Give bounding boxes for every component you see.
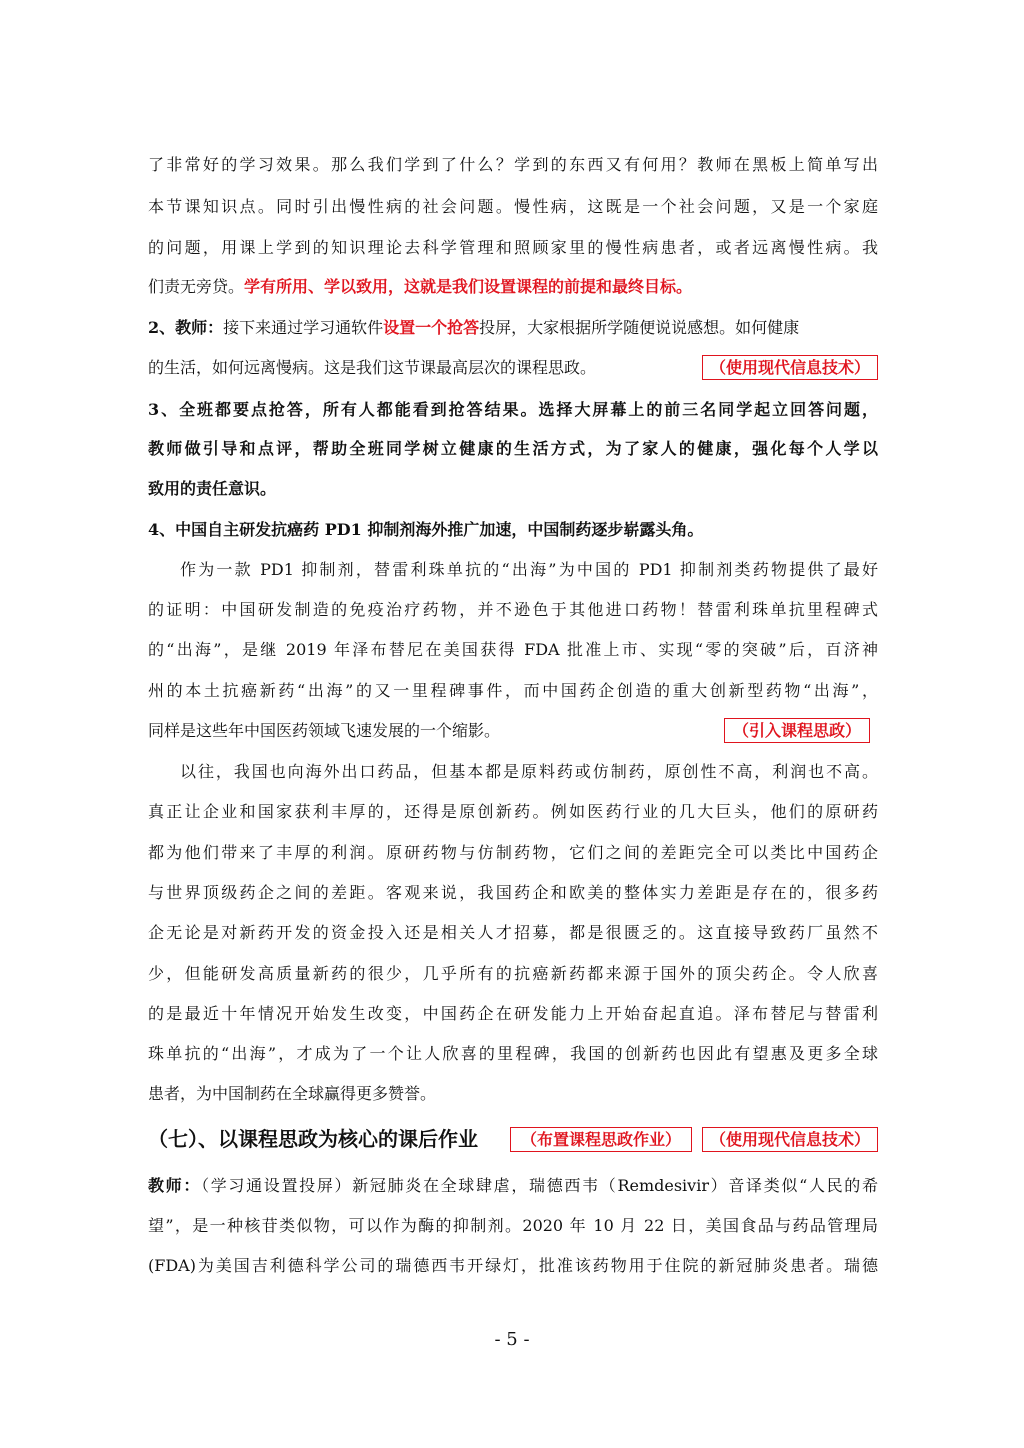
annotation-tag: （引入课程思政） (724, 718, 870, 743)
body-text: （学习通设置投屏）新冠肺炎在全球肆虐，瑞德西韦（Remdesivir）音译类似“人民的希 (201, 1176, 878, 1195)
item-2-label: 2、教师： (148, 318, 224, 337)
section-heading: （七）、以课程思政为核心的课后作业 (148, 1127, 478, 1151)
body-text-line: 作为一款 PD1 抑制剂，替雷利珠单抗的“出海”为中国的 PD1 抑制剂类药物提供了最好 (180, 560, 878, 579)
item-4-title: 4、中国自主研发抗癌药 PD1 抑制剂海外推广加速，中国制药逐步崭露头角。 (148, 520, 704, 539)
highlight-text: 设置一个抢答 (383, 318, 480, 337)
body-text-line: 珠单抗的“出海”，才成为了一个让人欣喜的里程碑，我国的创新药也因此有望惠及更多全球 (148, 1044, 878, 1063)
body-text-line: 都为他们带来了丰厚的利润。原研药物与仿制药物，它们之间的差距完全可以类比中国药企 (148, 843, 878, 862)
body-text: 们责无旁贷。 (148, 277, 245, 296)
item-3-line: 教师做引导和点评，帮助全班同学树立健康的生活方式，为了家人的健康，强化每个人学以 (148, 439, 878, 458)
annotation-tag: （布置课程思政作业） (510, 1127, 692, 1152)
body-text-line: 同样是这些年中国医药领域飞速发展的一个缩影。 (148, 721, 501, 740)
body-text-line: 的证明：中国研发制造的免疫治疗药物，并不逊色于其他进口药物！替雷利珠单抗里程碑式 (148, 600, 878, 619)
page-number: - 5 - (494, 1329, 530, 1350)
item-2-line (148, 313, 878, 343)
body-text-line: 以往，我国也向海外出口药品，但基本都是原料药或仿制药，原创性不高，利润也不高。 (180, 762, 878, 781)
annotation-tag: （使用现代信息技术） (702, 1127, 878, 1152)
body-text-line: 少，但能研发高质量新药的很少，几乎所有的抗癌新药都来源于国外的顶尖药企。令人欣喜 (148, 964, 878, 983)
body-text-line: 患者，为中国制药在全球赢得更多赞誉。 (148, 1084, 437, 1103)
body-text-line: 的问题，用课上学到的知识理论去科学管理和照顾家里的慢性病患者，或者远离慢性病。我 (148, 238, 878, 257)
body-text-line: 的生活，如何远离慢病。这是我们这节课最高层次的课程思政。 (148, 358, 597, 377)
annotation-tag: （使用现代信息技术） (702, 355, 878, 380)
body-text-line: 州的本土抗癌新药“出海”的又一里程碑事件，而中国药企创造的重大创新型药物“出海”， (148, 681, 878, 700)
body-text-line: 真正让企业和国家获利丰厚的，还得是原创新药。例如医药行业的几大巨头，他们的原研药 (148, 802, 878, 821)
body-text-line: 与世界顶级药企之间的差距。客观来说，我国药企和欧美的整体实力差距是存在的，很多药 (148, 883, 878, 902)
body-text-line: 企无论是对新药开发的资金投入还是相关人才招募，都是很匮乏的。这直接导致药厂虽然不 (148, 923, 878, 942)
body-text-line (148, 272, 878, 302)
teacher-label: 教师： (148, 1176, 202, 1195)
body-text: 接下来通过学习通软件 (223, 318, 384, 337)
body-text-line (148, 1171, 878, 1201)
body-text-line: 的“出海”，是继 2019 年泽布替尼在美国获得 FDA 批准上市、实现“零的突破”后，百济神 (148, 640, 878, 659)
body-text: 投屏，大家根据所学随便说说感想。如何健康 (479, 318, 800, 337)
body-text-line: 本节课知识点。同时引出慢性病的社会问题。慢性病，这既是一个社会问题，又是一个家庭 (148, 197, 878, 216)
highlight-text: 学有所用、学以致用，这就是我们设置课程的前提和最终目标。 (244, 277, 693, 296)
body-text-line: 了非常好的学习效果。那么我们学到了什么？学到的东西又有何用？教师在黑板上简单写出 (148, 155, 878, 174)
body-text-line: (FDA)为美国吉利德科学公司的瑞德西韦开绿灯，批准该药物用于住院的新冠肺炎患者。瑞德 (148, 1256, 878, 1275)
body-text-line: 望”，是一种核苷类似物，可以作为酶的抑制剂。2020 年 10 月 22 日，美国食品与药品管理局 (148, 1216, 878, 1235)
body-text-line: 的是最近十年情况开始发生改变，中国药企在研发能力上开始奋起直追。泽布替尼与替雷利 (148, 1004, 878, 1023)
item-3-line: 致用的责任意识。 (148, 479, 277, 498)
item-3-line: 3、全班都要点抢答，所有人都能看到抢答结果。选择大屏幕上的前三名同学起立回答问题， (148, 400, 878, 419)
